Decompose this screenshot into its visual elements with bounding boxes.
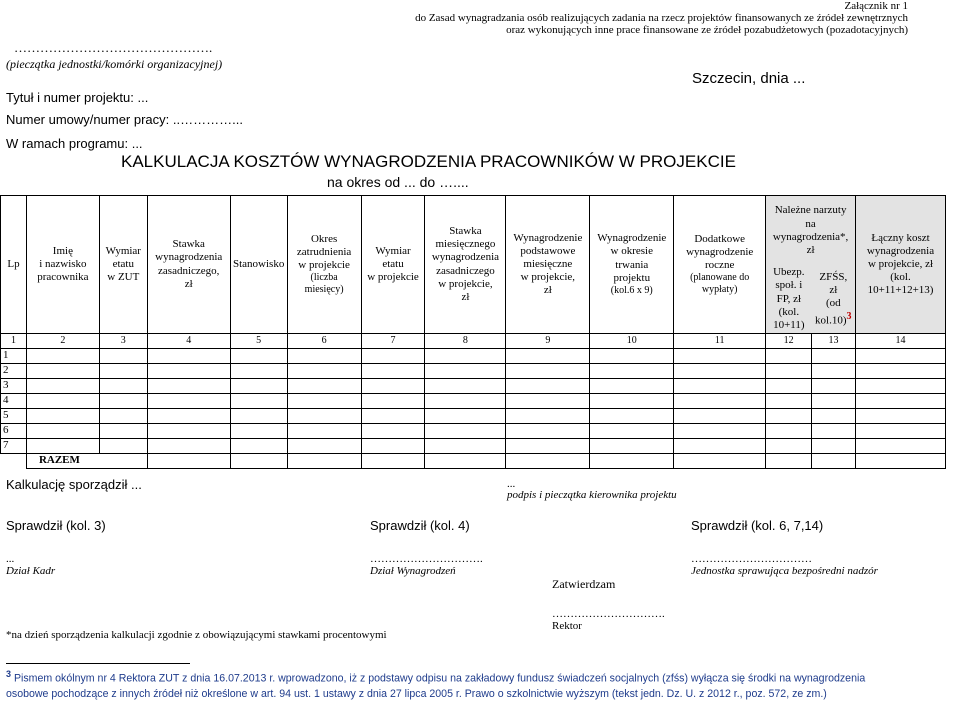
header-annual-bonus: Dodatkowe wynagrodzenie roczne (planowane do wypłaty) (674, 196, 766, 334)
rector-dots: …………………………. (552, 608, 665, 620)
header-etat-project: Wymiar etatu w projekcie (361, 196, 425, 334)
header-base-rate: Stawka wynagrodzenia zasadniczego, zł (147, 196, 230, 334)
footnote-line1: $^3$ Pismem okólnym nr 4 Rektora ZUT z dnia 16.07.2013 r. wprowadzono, iż z podstawy odpisu na zakładowy fundusz świadczeń socjalnych (zfśs) wyłącza się środki na wynagrodzenia (6, 669, 866, 685)
manager-dots: ... (507, 478, 516, 490)
header-employment-period: Okres zatrudnienia w projekcie (liczba miesięcy) (287, 196, 361, 334)
program-field: W ramach programu: ... (6, 136, 143, 151)
footnote-divider (6, 663, 190, 664)
table-row: 7 (1, 439, 946, 454)
approve-label: Zatwierdzam (552, 577, 616, 591)
stamp-label: (pieczątka jednostki/komórki organizacyjnej) (6, 57, 223, 71)
stamp-dots: ………………………………………. (14, 40, 213, 55)
header-lp: Lp (1, 196, 27, 334)
header-zfss: ZFŚS, zł (od kol.10)3 (812, 266, 856, 334)
manager-signature-label: podpis i pieczątka kierownika projektu (507, 489, 677, 501)
header-period-pay: Wynagrodzenie w okresie trwania projektu (kol.6 x 9) (590, 196, 674, 334)
prepared-by: Kalkulację sporządził ... (6, 477, 142, 492)
check-col4: Sprawdził (kol. 4) (370, 518, 470, 533)
project-title-field: Tytuł i numer projektu: ... (6, 90, 149, 105)
period-line: na okres od ... do ….... (327, 174, 469, 190)
column-number-row: 1 2 3 4 5 6 7 8 9 10 11 12 13 14 (1, 334, 946, 349)
footnote-line2: osobowe pochodzące z innych źródeł niż określone w art. 94 ust. 1 ustawy z dnia 27 lipca 2005 r. Prawo o szkolnictwie wyższym (tekst jedn. Dz. U. z 2012 r., poz. 572, ze zm.) (6, 688, 827, 700)
rates-note: *na dzień sporządzenia kalkulacji zgodnie z obowiązującymi stawkami procentowymi (6, 629, 387, 641)
page-title: KALKULACJA KOSZTÓW WYNAGRODZENIA PRACOWNIKÓW W PROJEKCIE (121, 152, 736, 171)
payroll-dots: …………………………. (370, 553, 483, 565)
hr-dept-label: Dział Kadr (6, 565, 56, 577)
place-date: Szczecin, dnia ... (692, 70, 806, 87)
payroll-dept-label: Dział Wynagrodzeń (370, 565, 456, 577)
table-row: 2 (1, 364, 946, 379)
table-row: 5 (1, 409, 946, 424)
footnote-marker: 3 (846, 310, 852, 322)
supervisor-dots: …………………………… (691, 553, 812, 565)
attachment-line2: oraz wykonujących inne prace finansowane ze źródeł pozabudżetowych (pozadotacyjnych) (506, 24, 908, 36)
header-etat-zut: Wymiar etatu w ZUT (99, 196, 147, 334)
cost-table (0, 195, 946, 469)
supervisor-label: Jednostka sprawująca bezpośredni nadzór (691, 565, 878, 577)
table-row: 4 (1, 394, 946, 409)
contract-number-field: Numer umowy/numer pracy: ..…………... (6, 112, 243, 127)
table-row: 1 (1, 349, 946, 364)
header-monthly-rate: Stawka miesięcznego wynagrodzenia zasadniczego w projekcie, zł (425, 196, 506, 334)
table-row: 6 (1, 424, 946, 439)
check-col3: Sprawdził (kol. 3) (6, 518, 106, 533)
header-total-cost: Łączny koszt wynagrodzenia w projekcie, zł (kol. 10+11+12+13) (856, 196, 946, 334)
hr-dots: ... (6, 553, 15, 565)
total-row (1, 454, 946, 469)
header-name: Imię i nazwisko pracownika (26, 196, 99, 334)
attachment-title: Załącznik nr 1 (844, 0, 908, 12)
check-col6-7-14: Sprawdził (kol. 6, 7,14) (691, 518, 824, 533)
table-row: 3 (1, 379, 946, 394)
rector-label: Rektor (552, 620, 582, 632)
header-social-insurance: Ubezp. społ. i FP, zł (kol. 10+11) (766, 266, 812, 334)
attachment-line1: do Zasad wynagradzania osób realizujących zadania na rzecz projektów finansowanych ze źródeł zewnętrznych (415, 12, 908, 24)
header-position: Stanowisko (230, 196, 287, 334)
header-surcharges: Należne narzuty na wynagrodzenia*, zł (766, 196, 856, 266)
total-label: RAZEM (26, 454, 147, 469)
header-base-pay: Wynagrodzenie podstawowe miesięczne w projekcie, zł (506, 196, 590, 334)
footnote-number: 3 (6, 669, 12, 679)
